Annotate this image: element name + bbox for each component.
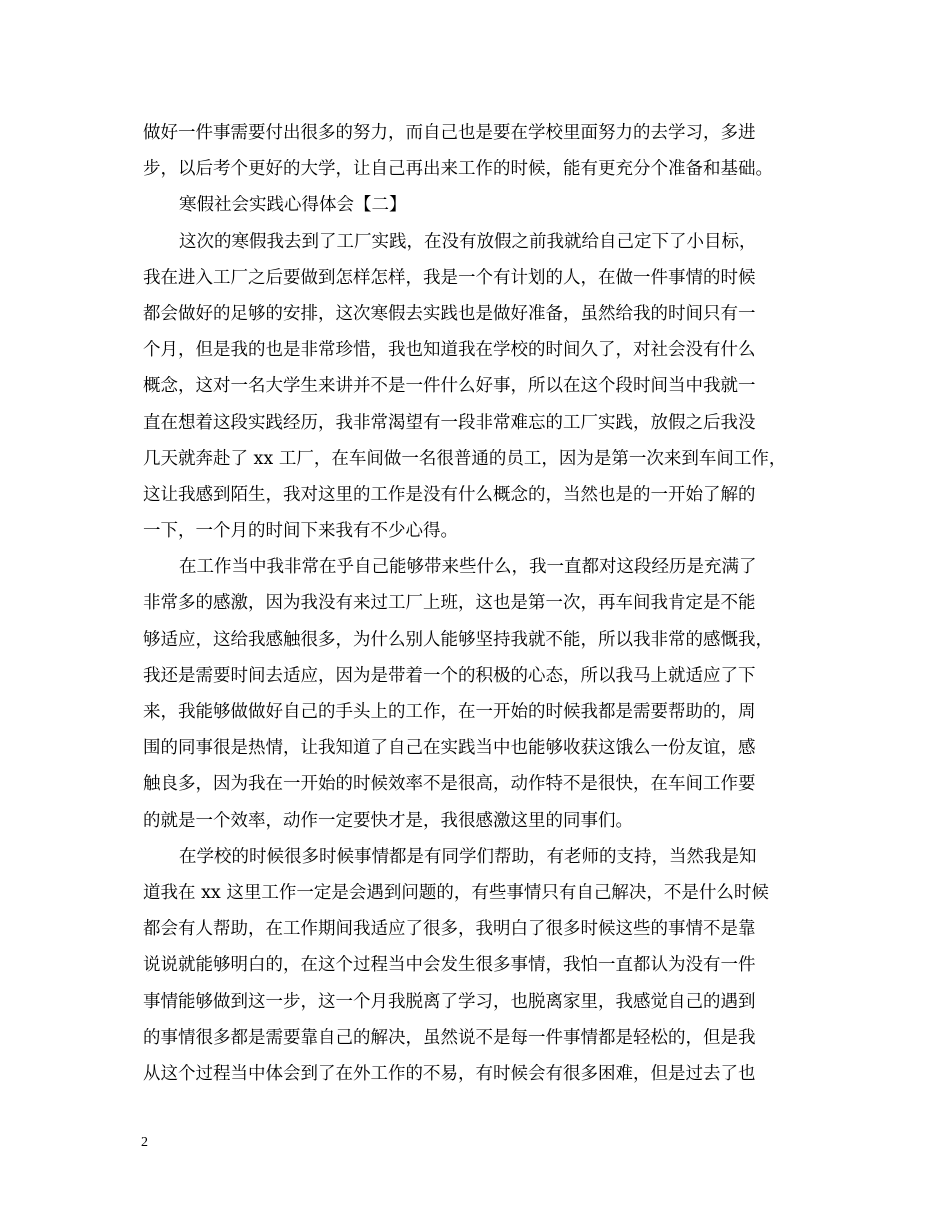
- text-line: 这让我感到陌生，我对这里的工作是没有什么概念的，当然也是的一开始了解的: [143, 484, 756, 505]
- text-line: 步，以后考个更好的大学，让自己再出来工作的时候，能有更充分个准备和基础。: [143, 159, 773, 180]
- text-line: 直在想着这段实践经历，我非常渴望有一段非常难忘的工厂实践，放假之后我没: [143, 412, 756, 433]
- text-line: 道我在 xx 这里工作一定是会遇到问题的，有些事情只有自己解决，不是什么时候: [143, 882, 769, 903]
- text-line: 个月，但是我的也是非常珍惜，我也知道我在学校的时间久了，对社会没有什么: [143, 340, 756, 361]
- text-line: 几天就奔赴了 xx 工厂，在车间做一名很普通的员工，因为是第一次来到车间工作，: [143, 448, 787, 469]
- text-line: 的就是一个效率，动作一定要快才是，我很感激这里的同事们。: [143, 810, 633, 831]
- text-line: 围的同事很是热情，让我知道了自己在实践当中也能够收获这饿么一份友谊，感: [143, 738, 756, 759]
- text-line: 在工作当中我非常在乎自己能够带来些什么，我一直都对这段经历是充满了: [179, 557, 757, 578]
- text-line: 事情能够做到这一步，这一个月我脱离了学习，也脱离家里，我感觉自己的遇到: [143, 991, 756, 1012]
- text-line: 寒假社会实践心得体会【二】: [179, 195, 407, 216]
- text-line: 一下，一个月的时间下来我有不少心得。: [143, 521, 458, 542]
- text-line: 说说就能够明白的，在这个过程当中会发生很多事情，我怕一直都认为没有一件: [143, 955, 756, 976]
- text-line: 在学校的时候很多时候事情都是有同学们帮助，有老师的支持，当然我是知: [179, 846, 757, 867]
- text-line: 够适应，这给我感触很多，为什么别人能够坚持我就不能，所以我非常的感慨我，: [143, 629, 773, 650]
- text-line: 这次的寒假我去到了工厂实践，在没有放假之前我就给自己定下了小目标，: [179, 231, 757, 252]
- text-line: 来，我能够做做好自己的手头上的工作，在一开始的时候我都是需要帮助的，周: [143, 702, 756, 722]
- text-line: 做好一件事需要付出很多的努力，而自己也是要在学校里面努力的去学习，多进: [143, 123, 756, 143]
- text-line: 我在进入工厂之后要做到怎样怎样，我是一个有计划的人，在做一件事情的时候: [143, 267, 756, 288]
- body-text: [143, 115, 811, 1092]
- text-line: 都会做好的足够的安排，这次寒假去实践也是做好准备，虽然给我的时间只有一: [143, 303, 756, 324]
- text-line: 都会有人帮助，在工作期间我适应了很多，我明白了很多时候这些的事情不是靠: [143, 919, 756, 940]
- text-line: 我还是需要时间去适应，因为是带着一个的积极的心态，所以我马上就适应了下: [143, 665, 756, 686]
- text-line: 非常多的感激，因为我没有来过工厂上班，这也是第一次，再车间我肯定是不能: [143, 593, 756, 614]
- text-line: 的事情很多都是需要靠自己的解决，虽然说不是每一件事情都是轻松的，但是我: [143, 1027, 756, 1048]
- text-line: 概念，这对一名大学生来讲并不是一件什么好事，所以在这个段时间当中我就一: [143, 376, 756, 397]
- text-line: 触良多，因为我在一开始的时候效率不是很高，动作特不是很快，在车间工作要: [143, 774, 756, 795]
- text-line: 从这个过程当中体会到了在外工作的不易，有时候会有很多困难，但是过去了也: [143, 1063, 756, 1084]
- page-number: 2: [141, 1135, 148, 1150]
